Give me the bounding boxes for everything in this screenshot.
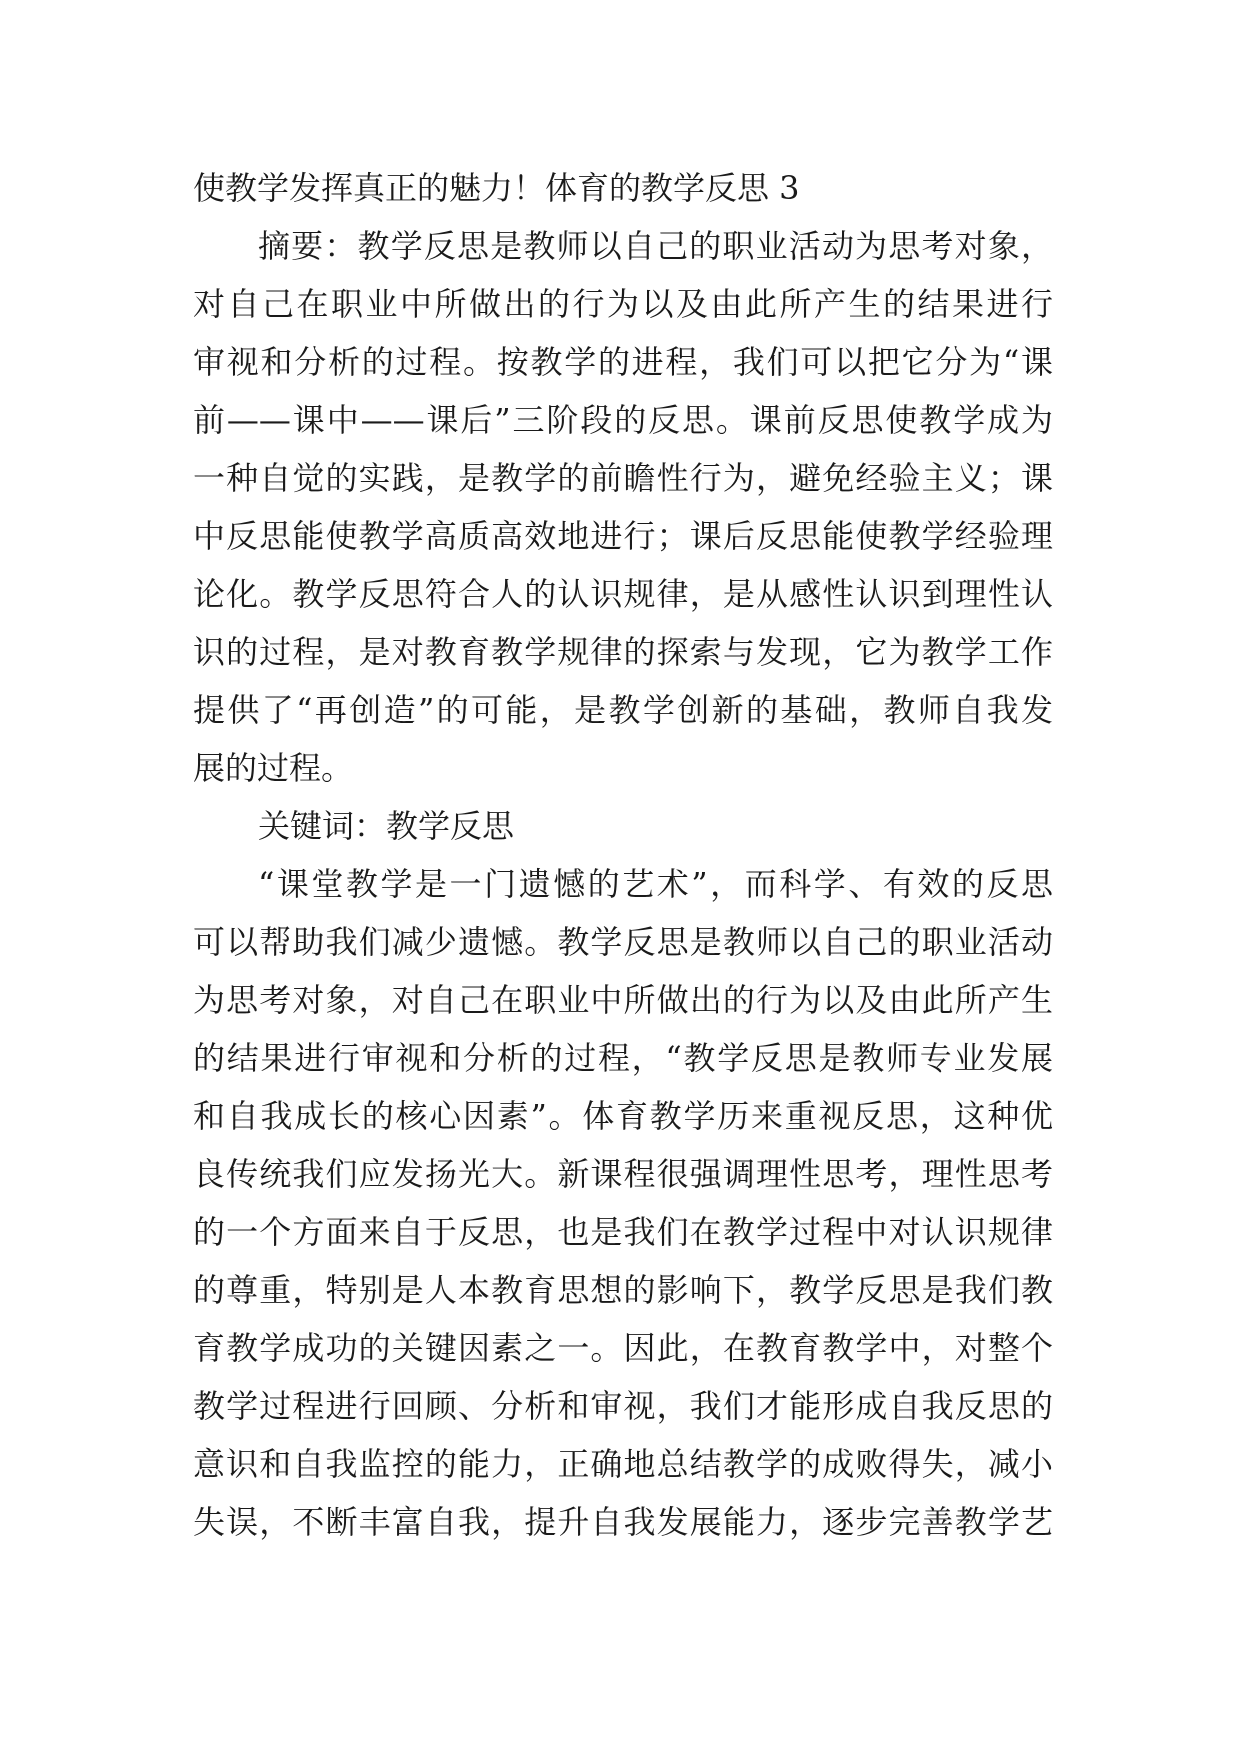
text-line: 使教学发挥真正的魅力！体育的教学反思 3 (193, 169, 800, 207)
text-line: 摘要：教学反思是教师以自己的职业活动为思考对象， (258, 227, 1053, 265)
text-line: 论化。教学反思符合人的认识规律，是从感性认识到理性认 (193, 575, 1053, 613)
text-line: 识的过程，是对教育教学规律的探索与发现，它为教学工作 (193, 633, 1053, 671)
text-line: 良传统我们应发扬光大。新课程很强调理性思考，理性思考 (193, 1155, 1053, 1193)
text-line: 育教学成功的关键因素之一。因此，在教育教学中，对整个 (193, 1329, 1053, 1367)
text-line: 前——课中——课后”三阶段的反思。课前反思使教学成为 (193, 401, 1053, 439)
text-line: 中反思能使教学高质高效地进行；课后反思能使教学经验理 (193, 517, 1053, 555)
text-line: 审视和分析的过程。按教学的进程，我们可以把它分为“课 (193, 343, 1053, 381)
keywords-line: 关键词：教学反思 (258, 807, 515, 845)
text-line: “课堂教学是一门遗憾的艺术”，而科学、有效的反思 (258, 865, 1053, 903)
text-line: 教学过程进行回顾、分析和审视，我们才能形成自我反思的 (193, 1387, 1053, 1425)
text-line: 为思考对象，对自己在职业中所做出的行为以及由此所产生 (193, 981, 1053, 1019)
text-line: 对自己在职业中所做出的行为以及由此所产生的结果进行 (193, 285, 1053, 323)
text-line: 展的过程。 (193, 749, 354, 787)
text-line: 失误，不断丰富自我，提升自我发展能力，逐步完善教学艺 (193, 1503, 1053, 1541)
text-line: 和自我成长的核心因素”。体育教学历来重视反思，这种优 (193, 1097, 1053, 1135)
text-line: 的尊重，特别是人本教育思想的影响下，教学反思是我们教 (193, 1271, 1053, 1309)
text-line: 可以帮助我们减少遗憾。教学反思是教师以自己的职业活动 (193, 923, 1053, 961)
text-line: 一种自觉的实践，是教学的前瞻性行为，避免经验主义；课 (193, 459, 1053, 497)
text-line: 的结果进行审视和分析的过程，“教学反思是教师专业发展 (193, 1039, 1053, 1077)
text-line: 提供了“再创造”的可能，是教学创新的基础，教师自我发 (193, 691, 1053, 729)
text-line: 的一个方面来自于反思，也是我们在教学过程中对认识规律 (193, 1213, 1053, 1251)
text-line: 意识和自我监控的能力，正确地总结教学的成败得失，减小 (193, 1445, 1053, 1483)
